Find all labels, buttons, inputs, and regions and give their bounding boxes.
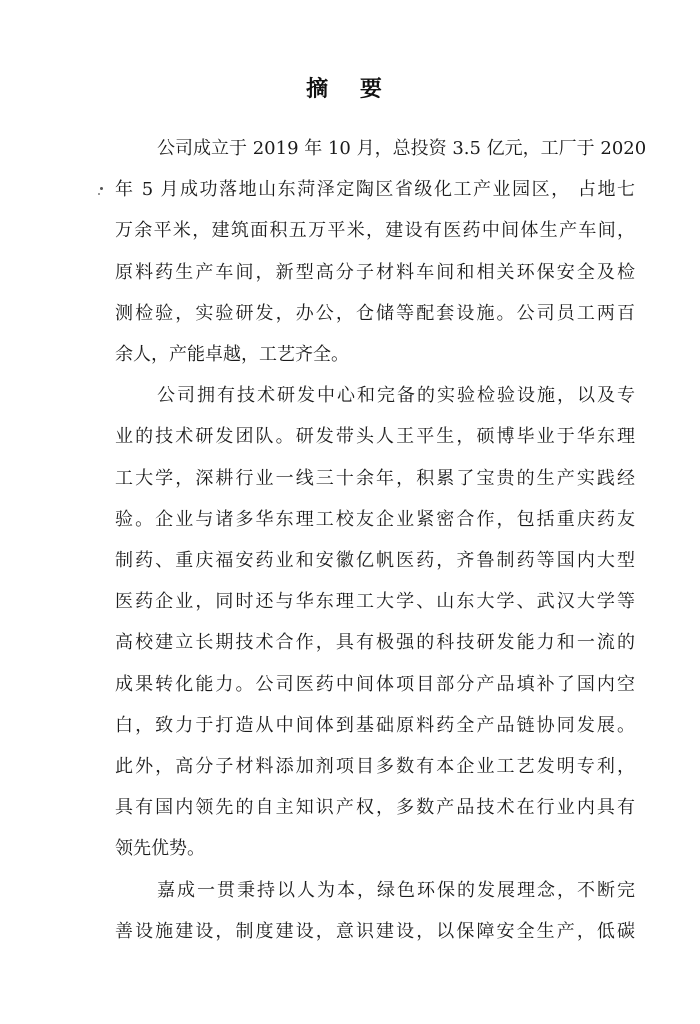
text-line: 具有国内领先的自主知识产权，多数产品技术在行业内具有 xyxy=(115,797,635,819)
text-line: 验。企业与诸多华东理工校友企业紧密合作，包括重庆药友 xyxy=(115,508,635,530)
text-line: 测检验，实验研发，办公，仓储等配套设施。公司员工两百 xyxy=(115,302,635,324)
text-line: 高校建立长期技术合作，具有极强的科技研发能力和一流的 xyxy=(115,632,635,654)
text-line: 善设施建设，制度建设，意识建设，以保障安全生产，低碳 xyxy=(115,920,635,942)
paragraph-3 xyxy=(115,870,635,952)
text-line: 公司拥有技术研发中心和完备的实验检验设施，以及专 xyxy=(157,385,635,407)
text-line: 此外，高分子材料添加剂项目多数有本企业工艺发明专利， xyxy=(115,756,635,778)
paragraph-1 xyxy=(115,128,647,375)
text-line: 领先优势。 xyxy=(115,838,205,860)
text-line: 制药、重庆福安药业和安徽亿帆医药，齐鲁制药等国内大型 xyxy=(115,550,635,572)
text-line: 工大学，深耕行业一线三十余年，积累了宝贵的生产实践经 xyxy=(115,467,635,489)
text-line: 原料药生产车间，新型高分子材料车间和相关环保安全及检 xyxy=(115,261,635,283)
scan-speck xyxy=(100,187,103,190)
text-line: 万余平米，建筑面积五万平米，建设有医药中间体生产车间， xyxy=(115,220,635,242)
abstract-body xyxy=(115,128,647,952)
text-line: 业的技术研发团队。研发带头人王平生，硕博毕业于华东理 xyxy=(115,426,635,448)
text-line: 余人，产能卓越，工艺齐全。 xyxy=(115,344,349,366)
scan-speck xyxy=(98,193,100,195)
text-line: 年 5 月成功落地山东菏泽定陶区省级化工产业园区， 占地七 xyxy=(115,179,635,201)
text-line: 嘉成一贯秉持以人为本，绿色环保的发展理念，不断完 xyxy=(157,879,635,901)
text-line: 医药企业，同时还与华东理工大学、山东大学、武汉大学等 xyxy=(115,591,635,613)
page-title: 摘 要 xyxy=(306,76,394,102)
paragraph-2 xyxy=(115,375,635,869)
text-line: 白，致力于打造从中间体到基础原料药全产品链协同发展。 xyxy=(115,714,635,736)
text-line: 公司成立于 2019 年 10 月，总投资 3.5 亿元，工厂于 2020 xyxy=(157,138,647,159)
text-line: 成果转化能力。公司医药中间体项目部分产品填补了国内空 xyxy=(115,673,635,695)
